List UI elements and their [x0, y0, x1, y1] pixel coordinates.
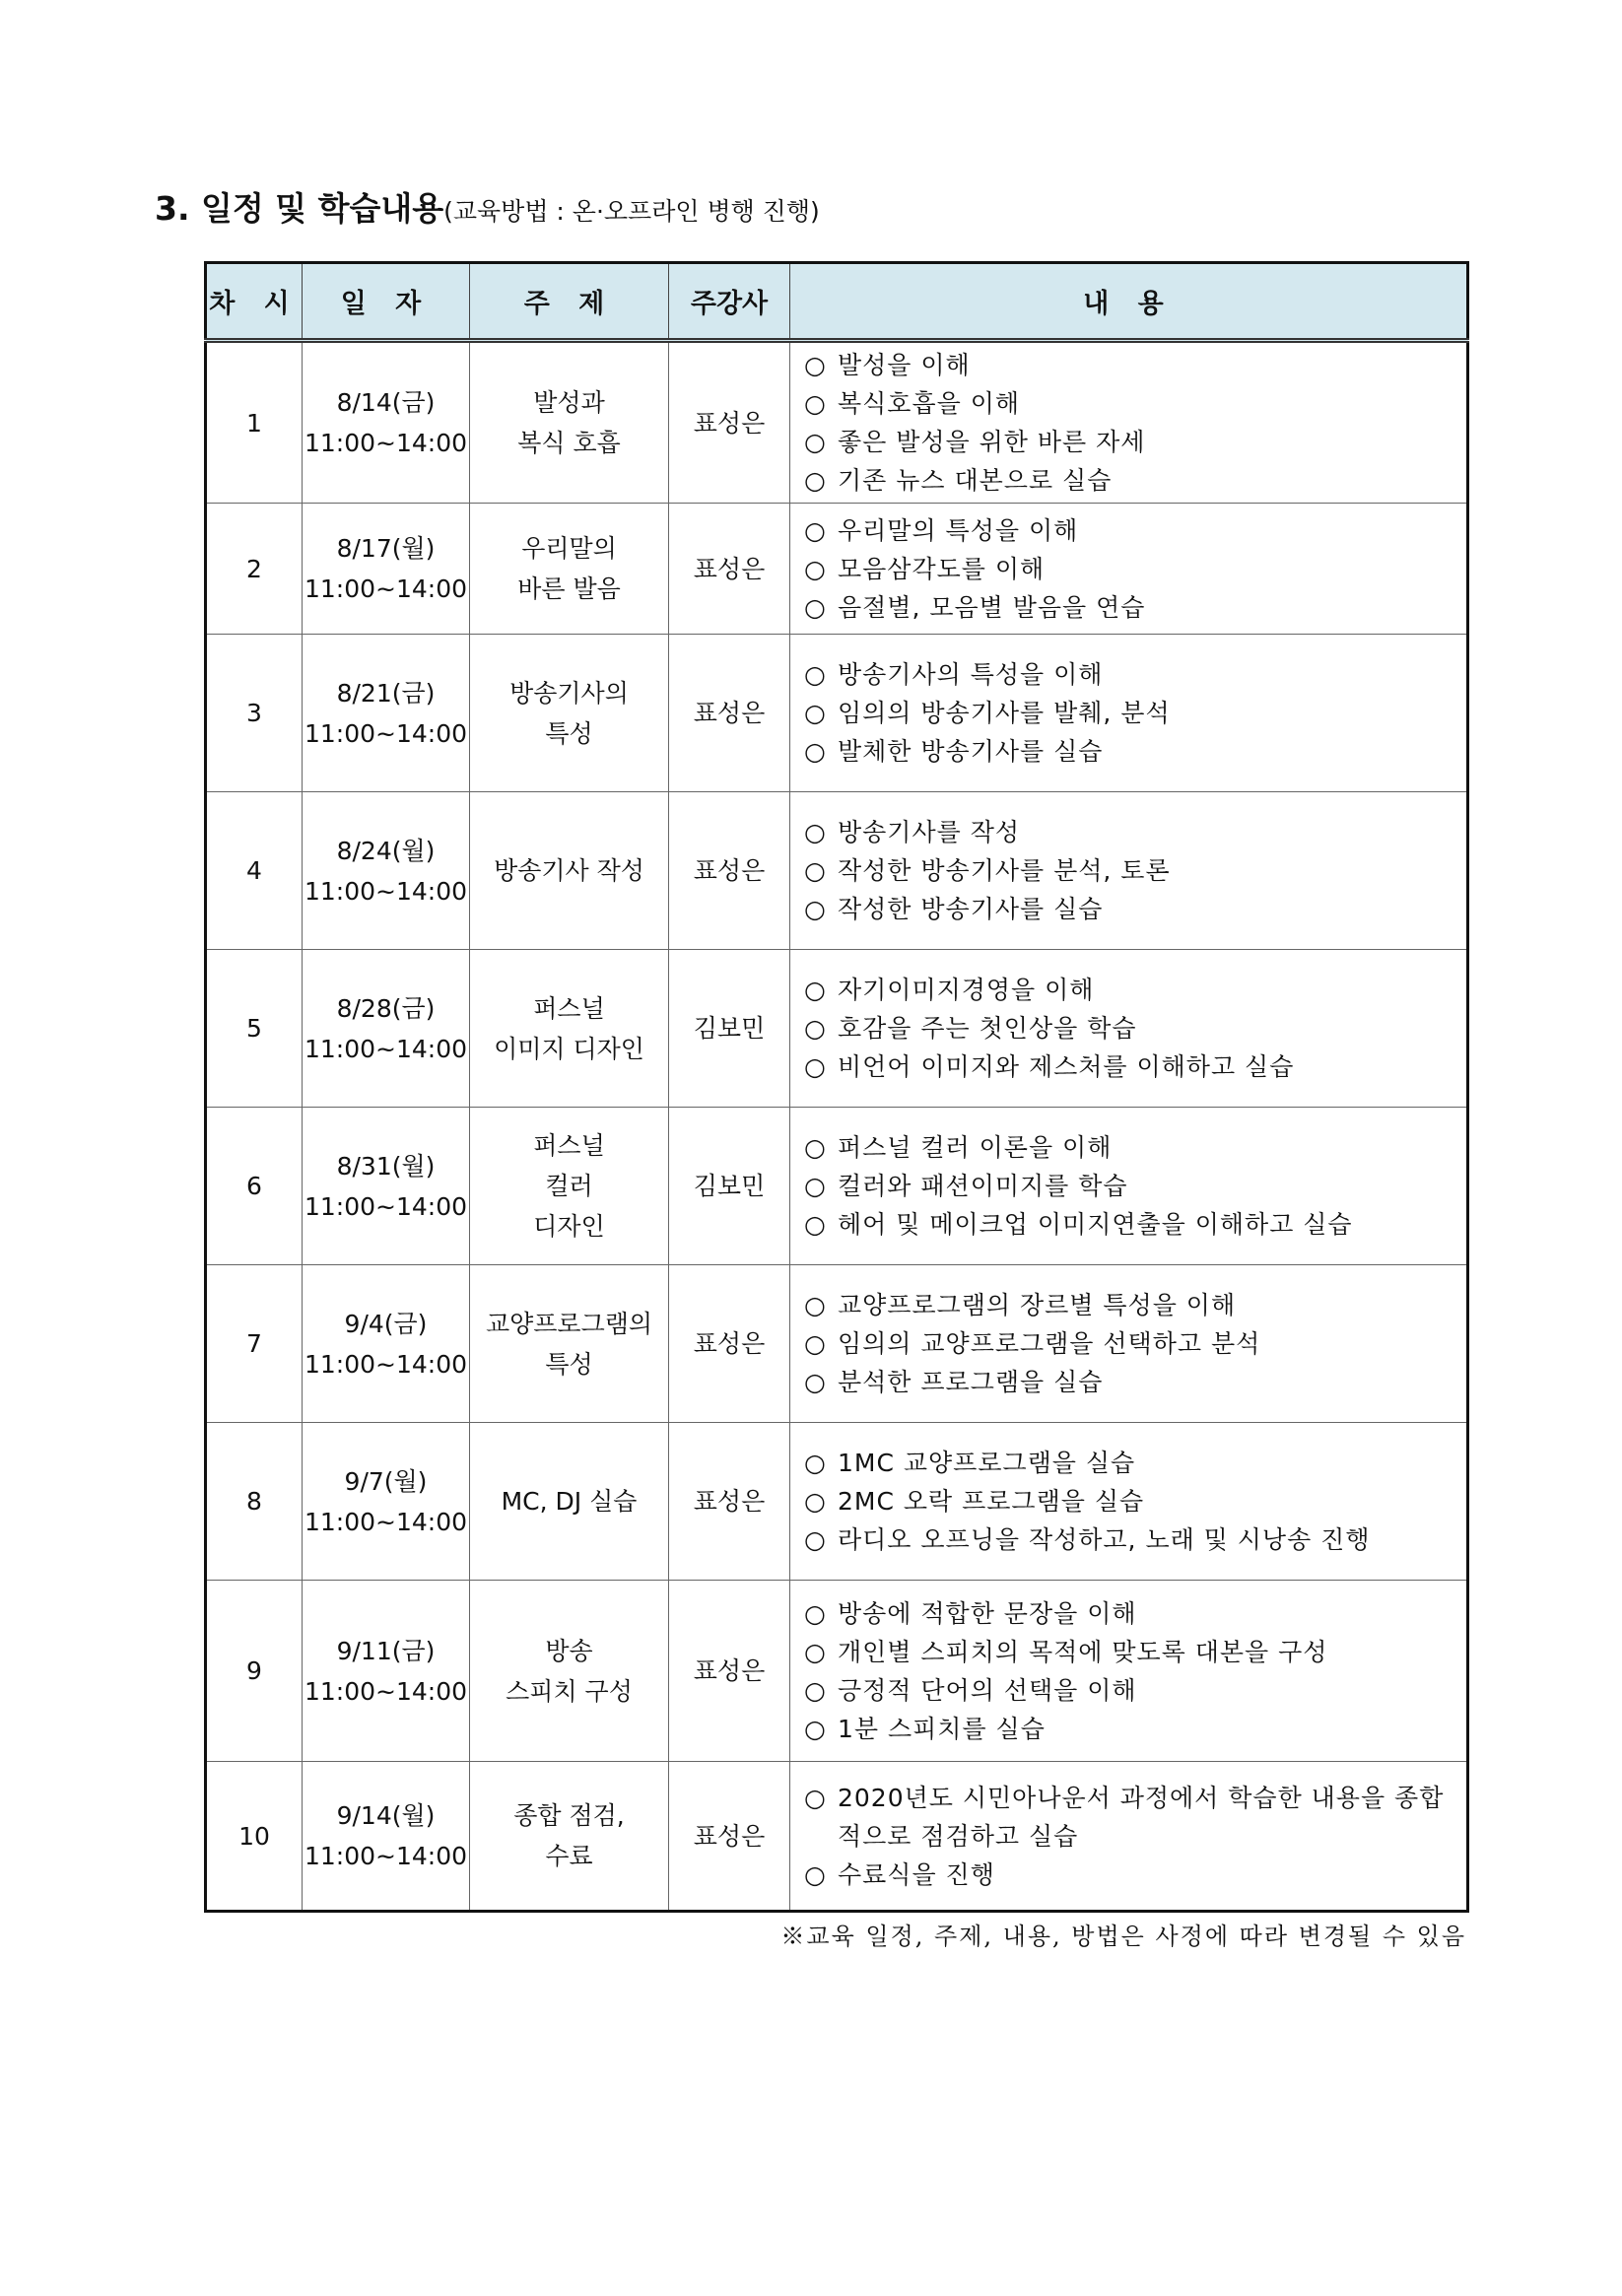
content-item-text: 복식호흡을 이해 — [838, 389, 1020, 418]
table-row — [206, 1423, 1468, 1581]
session-time: 11:00~14:00 — [304, 1842, 468, 1870]
session-date-cell — [303, 1581, 470, 1762]
content-item — [804, 971, 1456, 1009]
session-date: 9/14(월) — [336, 1801, 436, 1830]
footnote: ※교육 일정, 주제, 내용, 방법은 사정에 따라 변경될 수 있음 — [780, 1923, 1466, 1950]
content-item-text: 음절별, 모음별 발음을 연습 — [838, 592, 1146, 622]
header-session: 차 시 — [206, 263, 303, 341]
session-content-cell — [790, 1762, 1468, 1912]
session-instructor: 표성은 — [669, 1423, 790, 1581]
content-item — [804, 732, 1456, 771]
session-date-cell — [303, 1423, 470, 1581]
session-number: 7 — [206, 1265, 303, 1423]
session-instructor: 표성은 — [669, 1265, 790, 1423]
content-item-text: 교양프로그램의 장르별 특성을 이해 — [838, 1291, 1237, 1319]
session-topic-line: 퍼스널 — [533, 993, 605, 1023]
content-item-text: 우리말의 특성을 이해 — [838, 515, 1079, 545]
content-item — [804, 461, 1456, 500]
session-topic-cell — [470, 1423, 669, 1581]
circle-bullet-icon: ○ — [804, 895, 827, 923]
session-date: 8/28(금) — [336, 993, 436, 1023]
circle-bullet-icon: ○ — [804, 660, 827, 689]
content-item-text: 비언어 이미지와 제스처를 이해하고 실습 — [838, 1052, 1295, 1081]
circle-bullet-icon: ○ — [804, 1210, 827, 1239]
content-item — [804, 694, 1456, 732]
content-item-text: 2020년도 시민아나운서 과정에서 학습한 내용을 종합적으로 점검하고 실습 — [838, 1783, 1445, 1851]
content-item-text: 방송기사의 특성을 이해 — [838, 660, 1104, 689]
session-instructor: 표성은 — [669, 635, 790, 792]
session-time: 11:00~14:00 — [304, 1507, 468, 1536]
table-row — [206, 950, 1468, 1108]
content-item-text: 좋은 발성을 위한 바른 자세 — [838, 428, 1146, 456]
session-content-cell — [790, 635, 1468, 792]
content-item-text: 컬러와 패션이미지를 학습 — [838, 1172, 1128, 1200]
circle-bullet-icon: ○ — [804, 1172, 827, 1200]
session-content-cell — [790, 341, 1468, 504]
session-topic-line: 교양프로그램의 — [485, 1309, 653, 1338]
session-content-cell — [790, 504, 1468, 635]
circle-bullet-icon: ○ — [804, 1052, 827, 1081]
session-topic-cell — [470, 504, 669, 635]
table-header-row — [206, 263, 1468, 341]
table-row — [206, 792, 1468, 950]
circle-bullet-icon: ○ — [804, 1714, 827, 1743]
session-date: 9/11(금) — [336, 1636, 436, 1665]
session-topic-line: 바른 발음 — [517, 574, 621, 603]
session-time: 11:00~14:00 — [304, 1034, 468, 1063]
session-date: 9/4(금) — [344, 1309, 428, 1338]
session-time: 11:00~14:00 — [304, 718, 468, 748]
content-item — [804, 1205, 1456, 1244]
content-item-text: 임의의 교양프로그램을 선택하고 분석 — [838, 1329, 1261, 1358]
content-item-text: 2MC 오락 프로그램을 실습 — [838, 1487, 1145, 1516]
session-number: 4 — [206, 792, 303, 950]
content-item — [804, 1671, 1456, 1710]
session-instructor: 김보민 — [669, 950, 790, 1108]
content-item-text: 개인별 스피치의 목적에 맞도록 대본을 구성 — [838, 1637, 1328, 1666]
content-item — [804, 588, 1456, 627]
table-row — [206, 504, 1468, 635]
content-item — [804, 813, 1456, 851]
session-instructor: 표성은 — [669, 792, 790, 950]
content-item — [804, 1128, 1456, 1167]
session-time: 11:00~14:00 — [304, 1191, 468, 1221]
circle-bullet-icon: ○ — [804, 1859, 827, 1889]
content-item — [804, 423, 1456, 461]
session-time: 11:00~14:00 — [304, 429, 468, 457]
session-number: 3 — [206, 635, 303, 792]
session-content-cell — [790, 792, 1468, 950]
circle-bullet-icon: ○ — [804, 1598, 827, 1628]
section-heading — [155, 187, 820, 234]
session-topic-line: 이미지 디자인 — [494, 1034, 644, 1063]
header-instructor: 주강사 — [669, 263, 790, 341]
circle-bullet-icon: ○ — [804, 1133, 827, 1162]
content-item-text: 1MC 교양프로그램을 실습 — [838, 1449, 1136, 1477]
session-topic-cell — [470, 1762, 669, 1912]
table-row — [206, 341, 1468, 504]
content-item-text: 발성을 이해 — [838, 351, 971, 379]
content-item — [804, 1167, 1456, 1205]
content-item-text: 긍정적 단어의 선택을 이해 — [838, 1675, 1137, 1705]
session-topic-line: 종합 점검, — [513, 1801, 625, 1830]
session-date: 8/17(월) — [336, 534, 436, 563]
content-item — [804, 1779, 1456, 1856]
content-item — [804, 851, 1456, 890]
content-item — [804, 1710, 1456, 1748]
content-item-text: 작성한 방송기사를 분석, 토론 — [838, 856, 1171, 885]
circle-bullet-icon: ○ — [804, 1783, 827, 1812]
content-item — [804, 550, 1456, 588]
content-item — [804, 1286, 1456, 1324]
session-topic-cell — [470, 341, 669, 504]
session-time: 11:00~14:00 — [304, 1676, 468, 1706]
content-item — [804, 511, 1456, 550]
session-time: 11:00~14:00 — [304, 574, 468, 603]
content-item-text: 1분 스피치를 실습 — [838, 1714, 1046, 1743]
session-topic-line: 방송기사 작성 — [494, 856, 644, 885]
session-topic-line: 퍼스널 — [533, 1131, 605, 1160]
circle-bullet-icon: ○ — [804, 428, 827, 456]
circle-bullet-icon: ○ — [804, 856, 827, 885]
session-topic-line: MC, DJ 실습 — [501, 1487, 638, 1516]
session-number: 8 — [206, 1423, 303, 1581]
session-date: 8/24(월) — [336, 836, 436, 865]
session-number: 9 — [206, 1581, 303, 1762]
session-date: 9/7(월) — [344, 1466, 428, 1496]
session-instructor: 표성은 — [669, 1581, 790, 1762]
circle-bullet-icon: ○ — [804, 515, 827, 545]
content-item-text: 방송에 적합한 문장을 이해 — [838, 1598, 1137, 1628]
header-content: 내 용 — [790, 263, 1468, 341]
session-date-cell — [303, 635, 470, 792]
session-topic-line: 디자인 — [533, 1212, 605, 1241]
content-item-text: 기존 뉴스 대본으로 실습 — [838, 466, 1113, 495]
session-date-cell — [303, 341, 470, 504]
circle-bullet-icon: ○ — [804, 1675, 827, 1705]
session-content-cell — [790, 1423, 1468, 1581]
session-topic-line: 컬러 — [545, 1172, 593, 1200]
session-number: 1 — [206, 341, 303, 504]
content-item — [804, 1594, 1456, 1633]
content-item-text: 방송기사를 작성 — [838, 818, 1020, 846]
circle-bullet-icon: ○ — [804, 1525, 827, 1554]
content-item-text: 수료식을 진행 — [838, 1859, 995, 1889]
content-item-text: 자기이미지경영을 이해 — [838, 976, 1095, 1004]
content-item — [804, 1633, 1456, 1671]
content-item-text: 발체한 방송기사를 실습 — [838, 737, 1104, 766]
circle-bullet-icon: ○ — [804, 466, 827, 495]
session-topic-line: 방송 — [545, 1636, 593, 1665]
session-content-cell — [790, 1108, 1468, 1265]
session-topic-line: 특성 — [545, 718, 593, 748]
session-topic-cell — [470, 1581, 669, 1762]
session-topic-line: 방송기사의 — [509, 678, 629, 708]
session-topic-line: 특성 — [545, 1349, 593, 1379]
session-date: 8/21(금) — [336, 678, 436, 708]
table-row — [206, 1108, 1468, 1265]
header-date: 일 자 — [303, 263, 470, 341]
table-row — [206, 635, 1468, 792]
session-topic-cell — [470, 1108, 669, 1265]
schedule-table — [204, 261, 1469, 1913]
content-item-text: 작성한 방송기사를 실습 — [838, 895, 1104, 923]
session-topic-line: 복식 호흡 — [517, 429, 621, 457]
circle-bullet-icon: ○ — [804, 737, 827, 766]
session-number: 6 — [206, 1108, 303, 1265]
content-item — [804, 346, 1456, 384]
session-topic-line: 우리말의 — [521, 534, 617, 563]
session-number: 10 — [206, 1762, 303, 1912]
circle-bullet-icon: ○ — [804, 351, 827, 379]
session-time: 11:00~14:00 — [304, 1349, 468, 1379]
session-time: 11:00~14:00 — [304, 876, 468, 906]
circle-bullet-icon: ○ — [804, 1487, 827, 1516]
session-content-cell — [790, 1581, 1468, 1762]
content-item-text: 분석한 프로그램을 실습 — [838, 1368, 1104, 1396]
session-content-cell — [790, 1265, 1468, 1423]
content-item-text: 라디오 오프닝을 작성하고, 노래 및 시낭송 진행 — [838, 1525, 1371, 1554]
circle-bullet-icon: ○ — [804, 389, 827, 418]
content-item — [804, 1363, 1456, 1401]
section-subtitle: (교육방법 : 온·오프라인 병행 진행) — [443, 197, 820, 226]
table-body — [206, 341, 1468, 1912]
session-date-cell — [303, 950, 470, 1108]
session-instructor: 표성은 — [669, 341, 790, 504]
table-row — [206, 1762, 1468, 1912]
content-item-text: 임의의 방송기사를 발췌, 분석 — [838, 699, 1171, 727]
session-topic-cell — [470, 792, 669, 950]
session-content-cell — [790, 950, 1468, 1108]
content-item — [804, 1856, 1456, 1894]
circle-bullet-icon: ○ — [804, 1368, 827, 1396]
circle-bullet-icon: ○ — [804, 1329, 827, 1358]
session-date: 8/14(금) — [336, 388, 436, 417]
session-date: 8/31(월) — [336, 1151, 436, 1181]
circle-bullet-icon: ○ — [804, 1449, 827, 1477]
content-item — [804, 1444, 1456, 1482]
section-title: 3. 일정 및 학습내용 — [155, 189, 444, 228]
content-item — [804, 1520, 1456, 1559]
circle-bullet-icon: ○ — [804, 1637, 827, 1666]
content-item-text: 모음삼각도를 이해 — [838, 554, 1046, 583]
session-topic-line: 수료 — [545, 1842, 593, 1870]
content-item-text: 퍼스널 컬러 이론을 이해 — [838, 1133, 1113, 1162]
circle-bullet-icon: ○ — [804, 699, 827, 727]
session-topic-cell — [470, 1265, 669, 1423]
circle-bullet-icon: ○ — [804, 592, 827, 622]
content-item — [804, 655, 1456, 694]
circle-bullet-icon: ○ — [804, 976, 827, 1004]
session-date-cell — [303, 1762, 470, 1912]
content-item-text: 헤어 및 메이크업 이미지연출을 이해하고 실습 — [838, 1210, 1353, 1239]
session-date-cell — [303, 1108, 470, 1265]
content-item — [804, 384, 1456, 423]
table-row — [206, 1581, 1468, 1762]
session-date-cell — [303, 792, 470, 950]
content-item-text: 호감을 주는 첫인상을 학습 — [838, 1014, 1137, 1043]
session-topic-cell — [470, 950, 669, 1108]
circle-bullet-icon: ○ — [804, 554, 827, 583]
circle-bullet-icon: ○ — [804, 1014, 827, 1043]
session-instructor: 표성은 — [669, 1762, 790, 1912]
content-item — [804, 890, 1456, 928]
session-instructor: 표성은 — [669, 504, 790, 635]
session-number: 2 — [206, 504, 303, 635]
circle-bullet-icon: ○ — [804, 818, 827, 846]
session-topic-line: 발성과 — [533, 388, 605, 417]
session-topic-cell — [470, 635, 669, 792]
content-item — [804, 1324, 1456, 1363]
content-item — [804, 1482, 1456, 1520]
circle-bullet-icon: ○ — [804, 1291, 827, 1319]
session-date-cell — [303, 504, 470, 635]
session-instructor: 김보민 — [669, 1108, 790, 1265]
session-date-cell — [303, 1265, 470, 1423]
content-item — [804, 1009, 1456, 1047]
session-number: 5 — [206, 950, 303, 1108]
header-topic: 주 제 — [470, 263, 669, 341]
table-row — [206, 1265, 1468, 1423]
content-item — [804, 1047, 1456, 1086]
session-topic-line: 스피치 구성 — [506, 1676, 633, 1706]
